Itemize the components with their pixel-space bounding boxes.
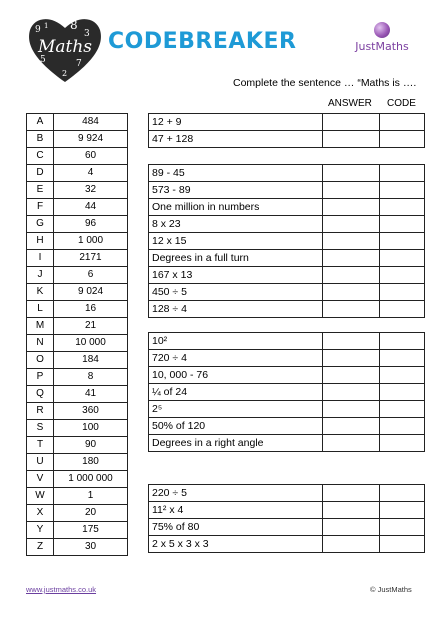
code-cell[interactable] [380,267,425,284]
question-row [149,401,425,418]
letter-row [27,454,128,471]
question-cell: 10, 000 - 76 [149,367,323,384]
answer-cell[interactable] [323,485,380,502]
letter-value-cell: 10 000 [54,335,128,352]
letter-cell: T [27,437,54,454]
answer-cell[interactable] [323,350,380,367]
letter-row [27,437,128,454]
letter-value-cell: 8 [54,369,128,386]
code-cell[interactable] [380,367,425,384]
letter-row [27,216,128,233]
letter-cell: X [27,505,54,522]
letter-row [27,539,128,556]
letter-cell: Q [27,386,54,403]
question-row [149,267,425,284]
question-cell: 2 x 5 x 3 x 3 [149,536,323,553]
letter-cell: O [27,352,54,369]
letter-cell: F [27,199,54,216]
answer-cell[interactable] [323,384,380,401]
question-cell: 50% of 120 [149,418,323,435]
svg-text:5: 5 [40,55,46,65]
letter-cell: G [27,216,54,233]
letter-row [27,369,128,386]
code-cell[interactable] [380,384,425,401]
answer-cell[interactable] [323,199,380,216]
question-row [149,384,425,401]
letter-value-cell: 1 [54,488,128,505]
letter-value-cell: 90 [54,437,128,454]
question-group-4 [148,484,425,553]
question-row [149,350,425,367]
logo-text: Maths [37,37,93,57]
letter-row [27,250,128,267]
question-cell: Degrees in a full turn [149,250,323,267]
question-cell: 450 ÷ 5 [149,284,323,301]
code-cell[interactable] [380,199,425,216]
letter-row [27,352,128,369]
svg-text:3: 3 [84,29,90,39]
question-row [149,199,425,216]
question-cell: ¼ of 24 [149,384,323,401]
question-row [149,485,425,502]
code-cell[interactable] [380,485,425,502]
letter-cell: U [27,454,54,471]
svg-text:1: 1 [44,22,49,30]
answer-column-header: ANSWER [328,98,372,109]
letter-cell: I [27,250,54,267]
question-row [149,165,425,182]
letter-cell: M [27,318,54,335]
question-cell: 12 x 15 [149,233,323,250]
letter-value-cell: 32 [54,182,128,199]
question-cell: One million in numbers [149,199,323,216]
question-cell: 8 x 23 [149,216,323,233]
letter-row [27,301,128,318]
question-row [149,250,425,267]
letter-value-cell: 16 [54,301,128,318]
letter-value-cell: 184 [54,352,128,369]
answer-cell[interactable] [323,250,380,267]
letter-cell: C [27,148,54,165]
letter-row [27,199,128,216]
letter-row [27,284,128,301]
maths-heart-logo [26,14,104,84]
letter-cell: E [27,182,54,199]
question-row [149,418,425,435]
code-cell[interactable] [380,216,425,233]
letter-row [27,488,128,505]
code-cell[interactable] [380,301,425,318]
answer-cell[interactable] [323,182,380,199]
letter-row [27,335,128,352]
letter-value-cell: 60 [54,148,128,165]
code-cell[interactable] [380,350,425,367]
svg-text:8: 8 [70,18,78,32]
question-cell: 2⁵ [149,401,323,418]
code-cell[interactable] [380,250,425,267]
code-cell[interactable] [380,418,425,435]
question-row [149,284,425,301]
question-row [149,333,425,350]
letter-value-cell: 30 [54,539,128,556]
code-cell[interactable] [380,435,425,452]
answer-cell[interactable] [323,401,380,418]
question-cell: 12 + 9 [149,114,323,131]
code-cell[interactable] [380,182,425,199]
code-column-header: CODE [387,98,416,109]
letter-cell: Y [27,522,54,539]
question-cell: 128 ÷ 4 [149,301,323,318]
letter-value-cell: 2171 [54,250,128,267]
question-row [149,216,425,233]
question-cell: 89 - 45 [149,165,323,182]
answer-cell[interactable] [323,536,380,553]
question-cell: 75% of 80 [149,519,323,536]
letter-row [27,471,128,488]
letter-row [27,386,128,403]
answer-cell[interactable] [323,435,380,452]
letter-value-cell: 9 024 [54,284,128,301]
letter-value-cell: 6 [54,267,128,284]
letter-row [27,522,128,539]
letter-value-cell: 180 [54,454,128,471]
svg-text:9: 9 [35,25,41,35]
letter-value-cell: 484 [54,114,128,131]
question-row [149,435,425,452]
letter-value-cell: 9 924 [54,131,128,148]
letter-value-cell: 175 [54,522,128,539]
letter-cell: S [27,420,54,437]
svg-text:2: 2 [62,69,68,78]
question-group-1 [148,113,425,148]
letter-code-table [26,113,128,556]
letter-cell: A [27,114,54,131]
letter-row [27,131,128,148]
letter-row [27,233,128,250]
question-cell: 10² [149,333,323,350]
letter-value-cell: 1 000 000 [54,471,128,488]
letter-row [27,182,128,199]
answer-cell[interactable] [323,114,380,131]
answer-cell[interactable] [323,233,380,250]
letter-row [27,114,128,131]
question-row [149,519,425,536]
question-row [149,367,425,384]
code-cell[interactable] [380,401,425,418]
letter-row [27,505,128,522]
brand-logo [352,22,412,53]
answer-cell[interactable] [323,131,380,148]
letter-value-cell: 100 [54,420,128,437]
question-cell: 720 ÷ 4 [149,350,323,367]
answer-cell[interactable] [323,216,380,233]
letter-row [27,420,128,437]
letter-row [27,318,128,335]
code-cell[interactable] [380,536,425,553]
page-title: CODEBREAKER [108,29,297,54]
answer-cell[interactable] [323,519,380,536]
letter-value-cell: 1 000 [54,233,128,250]
answer-cell[interactable] [323,284,380,301]
code-cell[interactable] [380,165,425,182]
question-row [149,131,425,148]
letter-value-cell: 44 [54,199,128,216]
question-cell: 573 - 89 [149,182,323,199]
letter-row [27,403,128,420]
code-cell[interactable] [380,233,425,250]
letter-cell: N [27,335,54,352]
brand-name: JustMaths [355,40,409,53]
letter-value-cell: 21 [54,318,128,335]
letter-cell: K [27,284,54,301]
letter-cell: W [27,488,54,505]
letter-value-cell: 20 [54,505,128,522]
letter-cell: P [27,369,54,386]
question-group-3 [148,332,425,452]
letter-cell: J [27,267,54,284]
letter-cell: B [27,131,54,148]
answer-cell[interactable] [323,165,380,182]
letter-cell: R [27,403,54,420]
question-row [149,301,425,318]
code-cell[interactable] [380,114,425,131]
question-cell: 47 + 128 [149,131,323,148]
question-group-2 [148,164,425,318]
letter-cell: H [27,233,54,250]
code-cell[interactable] [380,502,425,519]
code-cell[interactable] [380,284,425,301]
question-cell: 167 x 13 [149,267,323,284]
question-row [149,182,425,199]
letter-value-cell: 41 [54,386,128,403]
answer-cell[interactable] [323,333,380,350]
code-cell[interactable] [380,333,425,350]
question-cell: 11² x 4 [149,502,323,519]
answer-cell[interactable] [323,301,380,318]
letter-cell: L [27,301,54,318]
answer-cell[interactable] [323,502,380,519]
brand-orb-icon [374,22,390,38]
code-cell[interactable] [380,131,425,148]
code-cell[interactable] [380,519,425,536]
letter-value-cell: 4 [54,165,128,182]
question-row [149,502,425,519]
question-cell: 220 ÷ 5 [149,485,323,502]
question-cell: Degrees in a right angle [149,435,323,452]
answer-cell[interactable] [323,267,380,284]
letter-row [27,165,128,182]
letter-row [27,148,128,165]
answer-cell[interactable] [323,418,380,435]
website-link[interactable]: www.justmaths.co.uk [26,585,97,594]
instruction-text: Complete the sentence … “Maths is …. [233,77,417,89]
letter-value-cell: 96 [54,216,128,233]
answer-cell[interactable] [323,367,380,384]
question-row [149,233,425,250]
letter-cell: Z [27,539,54,556]
copyright-text: © JustMaths [370,585,412,594]
letter-row [27,267,128,284]
letter-cell: V [27,471,54,488]
question-row [149,114,425,131]
letter-cell: D [27,165,54,182]
question-row [149,536,425,553]
svg-text:7: 7 [76,59,82,69]
letter-value-cell: 360 [54,403,128,420]
